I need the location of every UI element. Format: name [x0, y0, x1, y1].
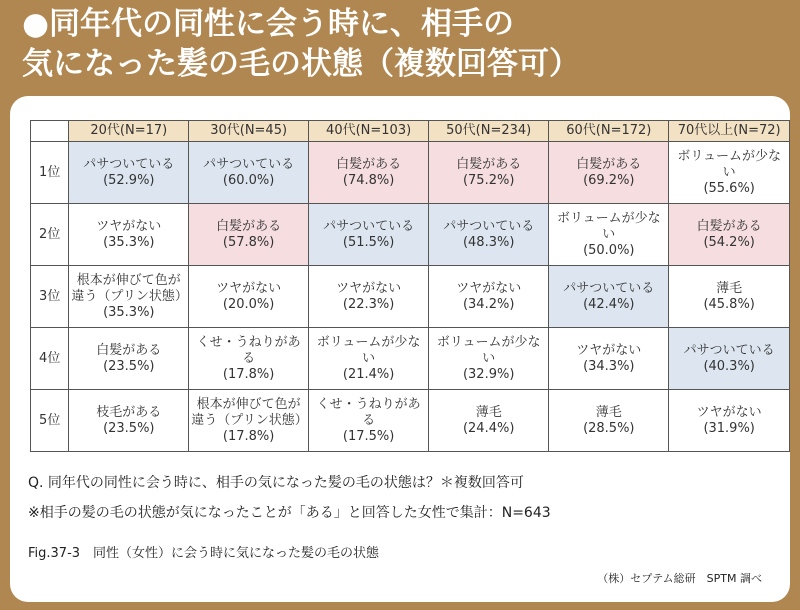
cell-percentage: (17.8%)	[222, 428, 275, 444]
table-cell	[309, 204, 429, 266]
table-cell	[309, 142, 429, 204]
table-cell	[549, 328, 669, 390]
cell-answer: ツヤがない	[456, 280, 522, 296]
figure-caption: Fig.37-3 同性（女性）に会う時に気になった髪の毛の状態	[28, 546, 380, 561]
cell-answer: パサついている	[683, 342, 775, 358]
cell-answer: くせ・うねりがある	[196, 334, 301, 366]
table-cell	[309, 266, 429, 328]
cell-percentage: (23.5%)	[103, 358, 155, 374]
cell-percentage: (52.9%)	[103, 172, 155, 188]
cell-percentage: (48.3%)	[462, 234, 515, 250]
cell-answer: パサついている	[203, 156, 295, 172]
cell-percentage: (42.4%)	[583, 296, 635, 312]
column-header: 70代以上(N=72)	[669, 121, 790, 142]
table-cell	[189, 390, 309, 452]
cell-answer: 根本が伸びて色が違う（プリン状態）	[191, 396, 308, 428]
cell-answer: 白髪がある	[336, 156, 402, 172]
table-cell	[189, 266, 309, 328]
cell-percentage: (45.8%)	[703, 296, 755, 312]
table-cell	[309, 328, 429, 390]
cell-answer: パサついている	[323, 218, 415, 234]
cell-answer: ボリュームが少ない	[436, 334, 541, 366]
cell-percentage: (20.0%)	[222, 296, 275, 312]
cell-percentage: (32.9%)	[462, 366, 515, 382]
table-cell	[309, 390, 429, 452]
table-row	[31, 390, 790, 452]
table-row	[31, 142, 790, 204]
cell-percentage: (55.6%)	[703, 180, 755, 196]
table-cell	[549, 390, 669, 452]
cell-percentage: (34.2%)	[462, 296, 515, 312]
cell-answer: ツヤがない	[576, 342, 642, 358]
cell-percentage: (69.2%)	[583, 172, 635, 188]
table-cell	[549, 142, 669, 204]
content-card	[10, 96, 790, 602]
cell-answer: ツヤがない	[696, 404, 762, 420]
table-cell	[189, 204, 309, 266]
cell-answer: 枝毛がある	[96, 404, 162, 420]
table-cell	[69, 204, 189, 266]
cell-percentage: (23.5%)	[103, 420, 155, 436]
cell-percentage: (75.2%)	[462, 172, 515, 188]
cell-answer: 白髪がある	[96, 342, 162, 358]
table-cell	[189, 142, 309, 204]
table-row	[31, 204, 790, 266]
rank-label: 1位	[31, 142, 69, 204]
cell-answer: ボリュームが少ない	[556, 210, 661, 242]
table-cell	[69, 266, 189, 328]
cell-answer: 根本が伸びて色が違う（プリン状態）	[71, 272, 188, 304]
cell-answer: 白髪がある	[696, 218, 762, 234]
table-cell	[669, 142, 790, 204]
page-title	[22, 4, 782, 84]
table-cell	[669, 204, 790, 266]
survey-question: Q. 同年代の同性に会う時に、相手の気になった髪の毛の状態は？＊複数回答可	[28, 475, 524, 491]
cell-answer: くせ・うねりがある	[316, 396, 421, 428]
table-header-row	[31, 121, 790, 142]
table-row	[31, 266, 790, 328]
cell-answer: 薄毛	[716, 280, 743, 296]
rank-label: 3位	[31, 266, 69, 328]
table-cell	[429, 266, 549, 328]
cell-answer: パサついている	[83, 156, 175, 172]
cell-percentage: (22.3%)	[342, 296, 395, 312]
cell-percentage: (17.5%)	[342, 428, 395, 444]
table-cell	[429, 390, 549, 452]
table-cell	[429, 204, 549, 266]
table-cell	[429, 328, 549, 390]
table-cell	[549, 266, 669, 328]
table-cell	[669, 390, 790, 452]
column-header: 50代(N=234)	[429, 121, 549, 142]
cell-percentage: (57.8%)	[222, 234, 275, 250]
column-header: 40代(N=103)	[309, 121, 429, 142]
column-header: 30代(N=45)	[189, 121, 309, 142]
cell-answer: ツヤがない	[96, 218, 162, 234]
cell-answer: 白髪がある	[576, 156, 642, 172]
cell-answer: パサついている	[443, 218, 535, 234]
table-cell	[69, 328, 189, 390]
cell-answer: 薄毛	[475, 404, 502, 420]
source-credit: （株）セプテム総研 SPTM 調べ	[597, 572, 762, 585]
cell-answer: ツヤがない	[336, 280, 402, 296]
title-line-2: 気になった髪の毛の状態（複数回答可）	[22, 46, 580, 82]
table-cell	[669, 266, 790, 328]
rank-label: 4位	[31, 328, 69, 390]
cell-percentage: (54.2%)	[703, 234, 755, 250]
rank-label: 5位	[31, 390, 69, 452]
table-cell	[189, 328, 309, 390]
cell-answer: 薄毛	[595, 404, 622, 420]
cell-percentage: (51.5%)	[342, 234, 395, 250]
table-corner-cell	[31, 121, 69, 142]
cell-percentage: (34.3%)	[583, 358, 635, 374]
table-cell	[549, 204, 669, 266]
cell-percentage: (28.5%)	[583, 420, 635, 436]
rank-label: 2位	[31, 204, 69, 266]
table-cell	[69, 142, 189, 204]
table-cell	[69, 390, 189, 452]
cell-percentage: (50.0%)	[583, 242, 635, 258]
cell-answer: 白髪がある	[456, 156, 522, 172]
cell-percentage: (40.3%)	[703, 358, 755, 374]
cell-percentage: (31.9%)	[703, 420, 755, 436]
cell-percentage: (35.3%)	[103, 234, 155, 250]
cell-percentage: (60.0%)	[222, 172, 275, 188]
cell-percentage: (35.3%)	[103, 304, 155, 320]
table-cell	[429, 142, 549, 204]
cell-answer: ボリュームが少ない	[316, 334, 421, 366]
cell-percentage: (17.8%)	[222, 366, 275, 382]
ranking-table	[30, 120, 790, 452]
cell-percentage: (24.4%)	[462, 420, 515, 436]
column-header: 20代(N=17)	[69, 121, 189, 142]
column-header: 60代(N=172)	[549, 121, 669, 142]
cell-answer: 白髪がある	[216, 218, 282, 234]
cell-answer: ボリュームが少ない	[677, 148, 781, 180]
table-row	[31, 328, 790, 390]
cell-answer: ツヤがない	[216, 280, 282, 296]
table-cell	[669, 328, 790, 390]
sample-note: ※相手の髪の毛の状態が気になったことが「ある」と回答した女性で集計：N=643	[28, 505, 551, 521]
cell-answer: パサついている	[563, 280, 655, 296]
cell-percentage: (21.4%)	[342, 366, 395, 382]
title-line-1: ●同年代の同性に会う時に、相手の	[22, 6, 515, 42]
cell-percentage: (74.8%)	[342, 172, 395, 188]
